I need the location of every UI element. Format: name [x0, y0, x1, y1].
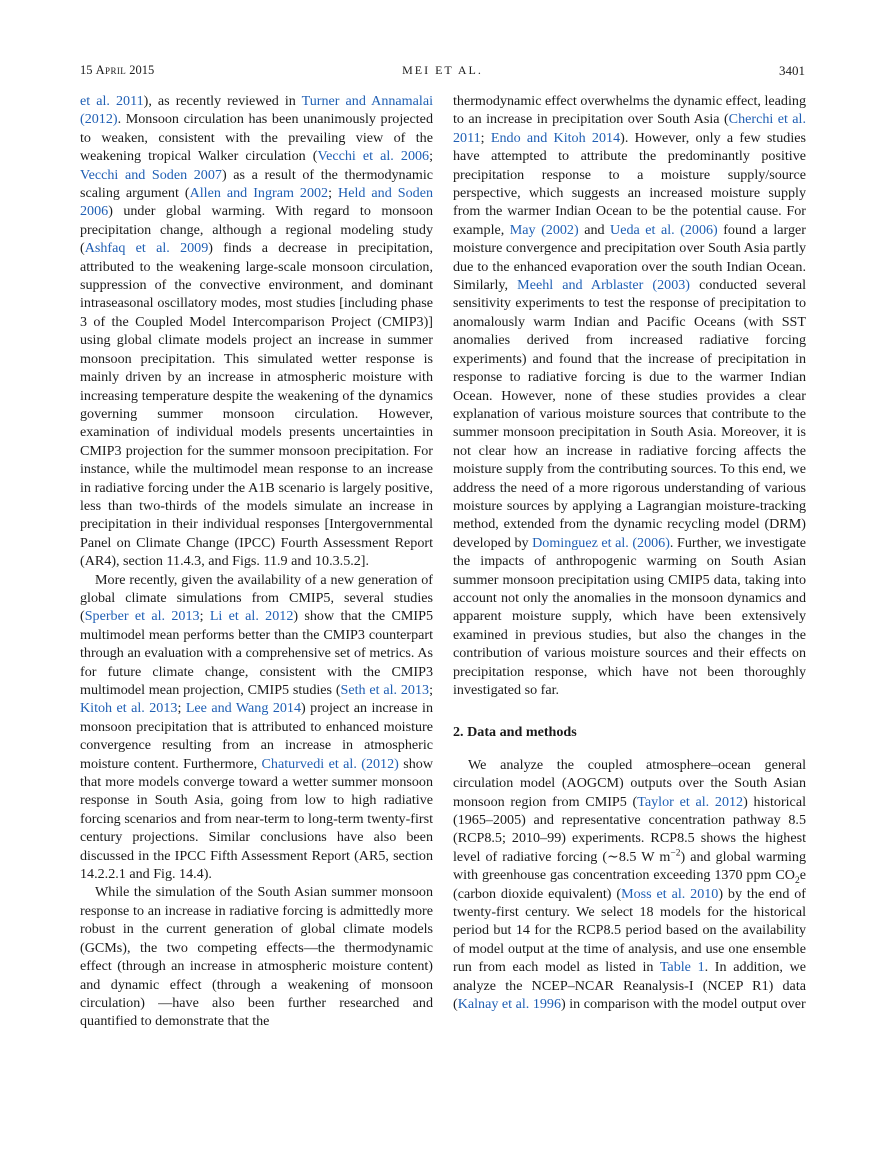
section-heading: 2. Data and methods [453, 724, 577, 741]
citation-link[interactable]: Held and Soden 2006 [80, 185, 433, 220]
running-authors: MEI ET AL. [402, 63, 483, 77]
paragraph: thermodynamic effect overwhelms the dynamic effect, leading to an increase in precipitation over South Asia (Cherchi et al. 2011; Endo and Kitoh 2014). However, only a few studies have attempted to attribute the predominantly positive precipitation response to a moisture supply/source perspective, which suggests an increased moisture supply from the warmer Indian Ocean to be the potential cause. For example, May (2002) and Ueda et al. (2006) found a larger moisture convergence and precipitation over South Asia partly due to the enhanced evaporation over the south Indian Ocean. Similarly, Meehl and Arblaster (2003) conducted several sensitivity experiments to test the response of precipitation to anomalously warm Indian and Pacific Oceans (with SST anomalies derived from increased radiative forcing experiments) and found that the increase of precipitation in response to radiative forcing is due to the warmer Indian Ocean. However, none of these studies provides a clear explanation of various moisture sources that contribute to the summer monsoon precipitation in South Asia. Moreover, it is not clear how an increase in radiative forcing affects the moisture supply from the contributing sources. To this end, we address the need of a more rigorous understanding of various moisture sources by applying a Lagrangian moisture-tracking method, extended from the dynamic recycling model (DRM) developed by Dominguez et al. (2006). Further, we investigate the impacts of anthropogenic warming on South Asian summer monsoon precipitation using CMIP5 data, taking into account not only the anomalies in the monsoon dynamics and apparent moisture supply, which have been extensively examined in previous studies, but also the changes in the contribution of various moisture sources and their effects on precipitation response, which have not been thoroughly investigated so far. [453, 93, 807, 698]
citation-link[interactable]: Sperber et al. 2013 [84, 608, 200, 625]
page-number: 3401 [779, 63, 805, 78]
citation-link[interactable]: Lee and Wang 2014 [185, 700, 302, 717]
paragraph: More recently, given the availability of a new generation of global climate simulations from CMIP5, several studies (Sperber et al. 2013; Li et al. 2012) show that the CMIP5 multimodel mean performs better than the CMIP3 counterpart through an evaluation with a comprehensive set of metrics. As for future climate change, consistent with the CMIP3 multimodel mean projection, CMIP5 studies (Seth et al. 2013; Kitoh et al. 2013; Lee and Wang 2014) project an increase in monsoon precipitation that is attributed to enhanced moisture convergence resulting from an increase in atmospheric moisture content. Furthermore, Chaturvedi et al. (2012) show that more models converge toward a wetter summer monsoon response in South Asia, going from low to high radiative forcing scenarios and from near-term to long-term twenty-first century projections. Similar conclusions have also been discussed in the IPCC Fifth Assessment Report (AR5, section 14.2.2.1 and Fig. 14.4). [80, 571, 433, 883]
citation-link[interactable]: Dominguez et al. (2006) [532, 534, 670, 551]
citation-link[interactable]: May (2002) [509, 221, 579, 238]
citation-link[interactable]: Allen and Ingram 2002 [189, 185, 329, 202]
citation-link[interactable]: Ashfaq et al. 2009 [84, 240, 209, 257]
citation-link[interactable]: Vecchi et al. 2006 [317, 148, 430, 165]
citation-link[interactable]: Kalnay et al. 1996 [457, 996, 562, 1013]
citation-link[interactable]: Taylor et al. 2012 [637, 793, 744, 810]
superscript: −2 [670, 848, 681, 859]
citation-link[interactable]: Chaturvedi et al. (2012) [261, 755, 399, 772]
citation-link[interactable]: Moss et al. 2010 [621, 885, 719, 902]
citation-link[interactable]: Vecchi and Soden 2007 [80, 166, 222, 183]
citation-link[interactable]: Table 1 [659, 959, 705, 976]
citation-link[interactable]: Meehl and Arblaster (2003) [517, 277, 690, 294]
issue-date: 15 April 2015 [80, 63, 155, 77]
paragraph: While the simulation of the South Asian summer monsoon response to an increase in radiative forcing is admittedly more robust in the current generation of global climate models (GCMs), the two competing effects—the thermodynamic effect (through an increase in atmospheric moisture content) and dynamic effect (through a weakening of monsoon circulation) —have also been further researched and quantified to demonstrate that the [80, 884, 433, 1030]
subscript: 2 [794, 876, 800, 887]
citation-link[interactable]: et al. 2011 [80, 93, 144, 109]
citation-link[interactable]: Ueda et al. (2006) [610, 221, 718, 238]
paragraph: et al. 2011), as recently reviewed in Turner and Annamalai (2012). Monsoon circulation has been unanimously projected to weaken, consistent with the prevailing view of the weakening tropical Walker circulation (Vecchi et al. 2006; Vecchi and Soden 2007) as a result of the thermodynamic scaling argument (Allen and Ingram 2002; Held and Soden 2006) under global warming. With regard to monsoon precipitation change, although a regional modeling study (Ashfaq et al. 2009) finds a decrease in precipitation, attributed to the weakening large-scale monsoon circulation, suppression of the convective environment, and dominant intraseasonal oscillatory modes, most studies [including phase 3 of the Coupled Model Intercomparison Project (CMIP3)] using global climate models project an increase in summer monsoon precipitation. This simulated wetter response is mainly driven by an increase in atmospheric moisture with increasing temperature despite the weakening of the dynamics governing summer monsoon circulation. However, examination of individual models presents uncertainties in CMIP3 projection for the summer monsoon precipitation. For instance, while the multimodel mean response to an increase in radiative forcing under the A1B scenario is largely positive, less than two-thirds of the models simulate an increase in precipitation in their individual responses [Intergovernmental Panel on Climate Change (IPCC) Fourth Assessment Report (AR4), section 11.4.3, and Figs. 11.9 and 10.3.5.2]. [80, 93, 434, 570]
citation-link[interactable]: Endo and Kitoh 2014 [490, 129, 621, 146]
right-column [453, 92, 806, 1014]
left-column [80, 92, 433, 1031]
citation-link[interactable]: Li et al. 2012 [209, 608, 294, 625]
citation-link[interactable]: Turner and Annamalai (2012) [80, 93, 433, 128]
citation-link[interactable]: Kitoh et al. 2013 [80, 700, 178, 717]
running-header [80, 63, 805, 81]
citation-link[interactable]: Cherchi et al. 2011 [453, 111, 806, 146]
paragraph: We analyze the coupled atmosphere–ocean general circulation model (AOGCM) outputs over the South Asian monsoon region from CMIP5 (Taylor et al. 2012) historical (1965–2005) and representative concentration pathway 8.5 (RCP8.5; 2010–99) experiments. RCP8.5 shows the highest level of radiative forcing (∼8.5 W $m^{-2}$) and global warming with greenhouse gas concentration exceeding 1370 ppm $CO_2e$ (carbon dioxide equivalent) (Moss et al. 2010) by the end of twenty-first century. We select 18 models for the historical period but 14 for the RCP8.5 period based on the availability of model output at the time of analysis, and use one ensemble run from each model as listed in Table 1. In addition, we analyze the NCEP–NCAR Reanalysis-I (NCEP R1) data (Kalnay et al. 1996) in comparison with the model output over [453, 756, 807, 1013]
citation-link[interactable]: Seth et al. 2013 [340, 682, 430, 698]
issue-month: April [95, 63, 127, 77]
